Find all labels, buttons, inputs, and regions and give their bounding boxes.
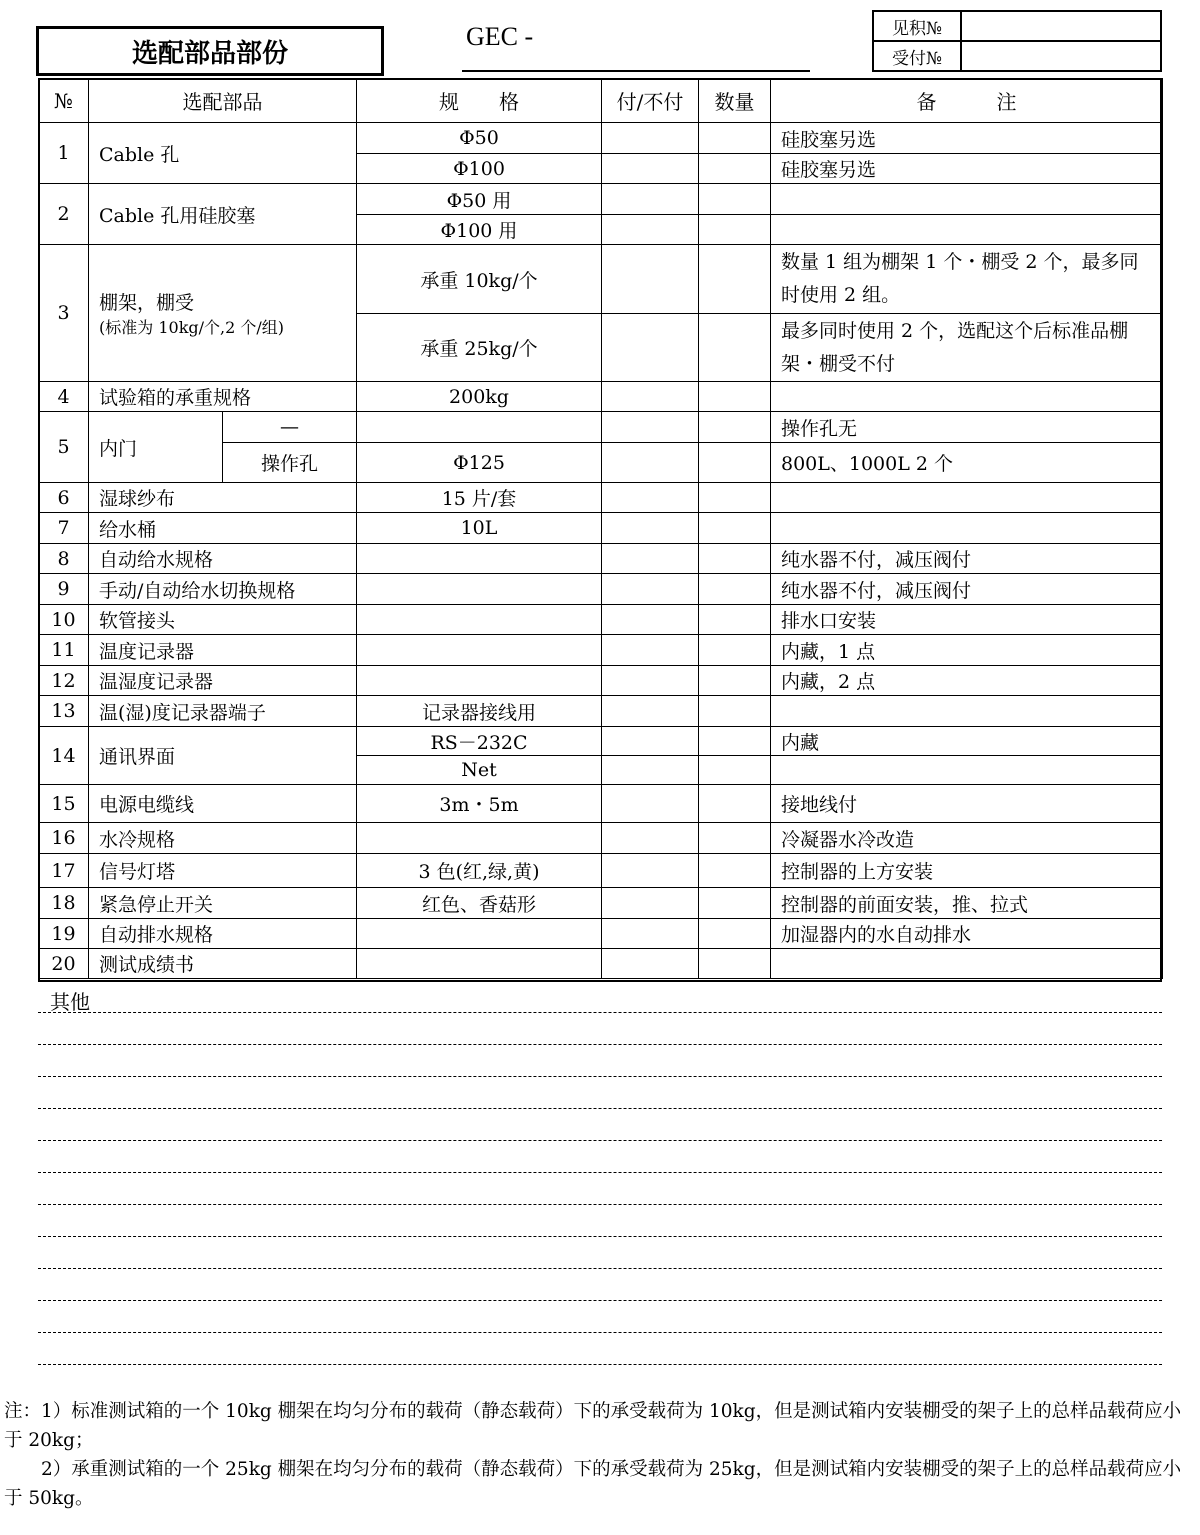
other-dashed-line[interactable]: [38, 1172, 1162, 1173]
spec-cell: 承重 10kg/个: [357, 245, 602, 314]
qty-cell[interactable]: [699, 154, 771, 184]
row-number: 6: [39, 483, 89, 513]
attach-cell[interactable]: [602, 785, 699, 823]
table-row: [39, 727, 1163, 756]
item-name: 通讯界面: [89, 727, 357, 785]
col-header-spec: 规 格: [357, 79, 602, 123]
footnote-2: 2）承重测试箱的一个 25kg 棚架在均匀分布的载荷（静态载荷）下的承受载荷为 25kg，但是测试箱内安装棚受的架子上的总样品载荷应小于 50kg。: [4, 1459, 1182, 1509]
spec-cell: Φ100: [357, 154, 602, 184]
item-name: 信号灯塔: [89, 854, 357, 888]
note-cell: [771, 382, 1163, 412]
attach-cell[interactable]: [602, 215, 699, 245]
table-row: [39, 412, 1163, 443]
table-row: [39, 696, 1163, 727]
note-cell: 800L、1000L 2 个: [771, 443, 1163, 483]
table-row: [39, 854, 1163, 888]
item-name: Cable 孔用硅胶塞: [89, 184, 357, 245]
spec-cell: [357, 666, 602, 696]
other-dashed-line[interactable]: [38, 1012, 1162, 1013]
spec-cell: [357, 919, 602, 949]
attach-cell[interactable]: [602, 123, 699, 154]
attach-cell[interactable]: [602, 544, 699, 574]
table-row: [39, 823, 1163, 854]
note-cell: [771, 513, 1163, 544]
spec-cell: [357, 605, 602, 635]
attach-cell[interactable]: [602, 382, 699, 412]
other-dashed-line[interactable]: [38, 1364, 1162, 1365]
item-name: 自动给水规格: [89, 544, 357, 574]
note-cell: 硅胶塞另选: [771, 154, 1163, 184]
row-number: 3: [39, 245, 89, 382]
item-name: 软管接头: [89, 605, 357, 635]
note-cell: 数量 1 组为棚架 1 个・棚受 2 个，最多同时使用 2 组。: [771, 245, 1163, 314]
spec-cell: Φ50 用: [357, 184, 602, 215]
spec-cell: 3 色(红,绿,黄): [357, 854, 602, 888]
row-number: 12: [39, 666, 89, 696]
attach-cell[interactable]: [602, 443, 699, 483]
row-number: 1: [39, 123, 89, 184]
attach-cell[interactable]: [602, 888, 699, 919]
qty-cell[interactable]: [699, 785, 771, 823]
item-name: Cable 孔: [89, 123, 357, 184]
attach-cell[interactable]: [602, 513, 699, 544]
item-name: [89, 245, 357, 382]
options-table: [38, 78, 1163, 979]
item-name: 试验箱的承重规格: [89, 382, 357, 412]
attach-cell[interactable]: [602, 919, 699, 949]
qty-cell[interactable]: [699, 666, 771, 696]
reference-number-table: [872, 10, 1162, 72]
other-dashed-line[interactable]: [38, 1108, 1162, 1109]
qty-cell[interactable]: [699, 574, 771, 605]
item-name: 湿球纱布: [89, 483, 357, 513]
spec-cell: 3m・5m: [357, 785, 602, 823]
footnote-1: 注：1）标准测试箱的一个 10kg 棚架在均匀分布的载荷（静态载荷）下的承受载荷为 10kg，但是测试箱内安装棚受的架子上的总样品载荷应小于 20kg；: [4, 1401, 1182, 1451]
footnotes: [4, 1397, 1199, 1513]
gec-number-underline: [462, 70, 810, 72]
other-dashed-line[interactable]: [38, 1044, 1162, 1045]
spec-cell: 10L: [357, 513, 602, 544]
qty-cell[interactable]: [699, 215, 771, 245]
qty-cell[interactable]: [699, 544, 771, 574]
note-cell: 接地线付: [771, 785, 1163, 823]
qty-cell[interactable]: [699, 949, 771, 979]
spec-cell: 承重 25kg/个: [357, 314, 602, 382]
col-header-note: 备 注: [771, 79, 1163, 123]
item-name: 自动排水规格: [89, 919, 357, 949]
note-cell: 纯水器不付，减压阀付: [771, 544, 1163, 574]
spec-cell: RS－232C: [357, 727, 602, 756]
spec-cell: Φ125: [357, 443, 602, 483]
note-cell: [771, 756, 1163, 785]
note-cell: [771, 696, 1163, 727]
table-row: [39, 544, 1163, 574]
col-header-item: 选配部品: [89, 79, 357, 123]
note-cell: [771, 949, 1163, 979]
other-dashed-line[interactable]: [38, 1076, 1162, 1077]
item-name: 水冷规格: [89, 823, 357, 854]
note-cell: 内藏: [771, 727, 1163, 756]
attach-cell[interactable]: [602, 696, 699, 727]
table-row: [39, 605, 1163, 635]
note-cell: 操作孔无: [771, 412, 1163, 443]
spec-cell: [357, 544, 602, 574]
row-number: 2: [39, 184, 89, 245]
attach-cell[interactable]: [602, 949, 699, 979]
qty-cell[interactable]: [699, 888, 771, 919]
qty-cell[interactable]: [699, 513, 771, 544]
col-header-attach: 付/不付: [602, 79, 699, 123]
note-cell: 冷凝器水冷改造: [771, 823, 1163, 854]
row-number: 14: [39, 727, 89, 785]
attach-cell[interactable]: [602, 727, 699, 756]
item-name: 温度记录器: [89, 635, 357, 666]
qty-cell[interactable]: [699, 605, 771, 635]
note-cell: 排水口安装: [771, 605, 1163, 635]
note-cell: 纯水器不付，减压阀付: [771, 574, 1163, 605]
row-number: 10: [39, 605, 89, 635]
qty-cell[interactable]: [699, 245, 771, 314]
attach-cell[interactable]: [602, 412, 699, 443]
qty-cell[interactable]: [699, 483, 771, 513]
note-cell: [771, 184, 1163, 215]
item-name-sub: (标准为 10kg/个,2 个/组): [99, 318, 285, 337]
row-number: 15: [39, 785, 89, 823]
spec-cell: 记录器接线用: [357, 696, 602, 727]
attach-cell[interactable]: [602, 245, 699, 314]
other-dashed-line[interactable]: [38, 1236, 1162, 1237]
table-row: [39, 483, 1163, 513]
col-header-no: №: [39, 79, 89, 123]
table-row: [39, 888, 1163, 919]
quote-no-label: 见积№: [873, 11, 961, 41]
spec-cell: Net: [357, 756, 602, 785]
attach-cell[interactable]: [602, 666, 699, 696]
table-row: [39, 949, 1163, 979]
item-name: 电源电缆线: [89, 785, 357, 823]
attach-cell[interactable]: [602, 483, 699, 513]
attach-cell[interactable]: [602, 184, 699, 215]
attach-cell[interactable]: [602, 314, 699, 382]
other-dashed-line[interactable]: [38, 1268, 1162, 1269]
attach-cell[interactable]: [602, 605, 699, 635]
qty-cell[interactable]: [699, 854, 771, 888]
row-number: 16: [39, 823, 89, 854]
item-name: 给水桶: [89, 513, 357, 544]
spec-cell: [357, 574, 602, 605]
note-cell: 加湿器内的水自动排水: [771, 919, 1163, 949]
spec-cell: [357, 949, 602, 979]
note-cell: [771, 215, 1163, 245]
note-cell: 内藏，2 点: [771, 666, 1163, 696]
item-name: 内门: [89, 412, 223, 483]
qty-cell[interactable]: [699, 314, 771, 382]
row-number: 19: [39, 919, 89, 949]
row-number: 11: [39, 635, 89, 666]
other-label: 其他: [50, 990, 90, 1014]
receipt-no-label: 受付№: [873, 41, 961, 71]
row-number: 8: [39, 544, 89, 574]
qty-cell[interactable]: [699, 696, 771, 727]
table-row: [39, 666, 1163, 696]
quote-no-field[interactable]: [961, 11, 1161, 41]
row-number: 20: [39, 949, 89, 979]
qty-cell[interactable]: [699, 727, 771, 756]
row-number: 4: [39, 382, 89, 412]
spec-cell: [357, 823, 602, 854]
table-header-row: [39, 79, 1163, 123]
note-cell: 内藏，1 点: [771, 635, 1163, 666]
receipt-no-field[interactable]: [961, 41, 1161, 71]
table-row: [39, 785, 1163, 823]
row-number: 17: [39, 854, 89, 888]
other-dashed-line[interactable]: [38, 1204, 1162, 1205]
note-cell: 硅胶塞另选: [771, 123, 1163, 154]
row-number: 5: [39, 412, 89, 483]
qty-cell[interactable]: [699, 184, 771, 215]
item-name: 测试成绩书: [89, 949, 357, 979]
item-name: 温(湿)度记录器端子: [89, 696, 357, 727]
attach-cell[interactable]: [602, 154, 699, 184]
row-number: 18: [39, 888, 89, 919]
table-row: [39, 635, 1163, 666]
row-number: 7: [39, 513, 89, 544]
attach-cell[interactable]: [602, 574, 699, 605]
table-row: [39, 574, 1163, 605]
row-number: 9: [39, 574, 89, 605]
table-row: [39, 382, 1163, 412]
item-name: 手动/自动给水切换规格: [89, 574, 357, 605]
item-name-main: 棚架，棚受: [99, 292, 195, 314]
table-row: [39, 919, 1163, 949]
spec-cell: [357, 635, 602, 666]
attach-cell[interactable]: [602, 823, 699, 854]
spec-cell: [357, 412, 602, 443]
spec-cell: Φ100 用: [357, 215, 602, 245]
attach-cell[interactable]: [602, 854, 699, 888]
qty-cell[interactable]: [699, 635, 771, 666]
page-title: 选配部品部份: [36, 26, 384, 76]
spec-cell: Φ50: [357, 123, 602, 154]
col-header-qty: 数量: [699, 79, 771, 123]
spec-cell: 200kg: [357, 382, 602, 412]
other-dashed-line[interactable]: [38, 1332, 1162, 1333]
row-number: 13: [39, 696, 89, 727]
spec-cell: 红色、香菇形: [357, 888, 602, 919]
note-cell: 最多同时使用 2 个，选配这个后标准品棚架・棚受不付: [771, 314, 1163, 382]
gec-number-label: GEC -: [466, 22, 534, 51]
table-row: [39, 245, 1163, 314]
qty-cell[interactable]: [699, 443, 771, 483]
note-cell: 控制器的前面安装，推、拉式: [771, 888, 1163, 919]
qty-cell[interactable]: [699, 756, 771, 785]
attach-cell[interactable]: [602, 756, 699, 785]
sub-item-cell: —: [223, 412, 357, 443]
table-row: [39, 123, 1163, 154]
qty-cell[interactable]: [699, 412, 771, 443]
other-dashed-line[interactable]: [38, 1300, 1162, 1301]
table-row: [39, 184, 1163, 215]
table-row: [39, 513, 1163, 544]
qty-cell[interactable]: [699, 123, 771, 154]
qty-cell[interactable]: [699, 382, 771, 412]
note-cell: [771, 483, 1163, 513]
item-name: 温湿度记录器: [89, 666, 357, 696]
item-name: 紧急停止开关: [89, 888, 357, 919]
qty-cell[interactable]: [699, 919, 771, 949]
spec-cell: 15 片/套: [357, 483, 602, 513]
qty-cell[interactable]: [699, 823, 771, 854]
note-cell: 控制器的上方安装: [771, 854, 1163, 888]
attach-cell[interactable]: [602, 635, 699, 666]
other-dashed-line[interactable]: [38, 1140, 1162, 1141]
sub-item-cell: 操作孔: [223, 443, 357, 483]
